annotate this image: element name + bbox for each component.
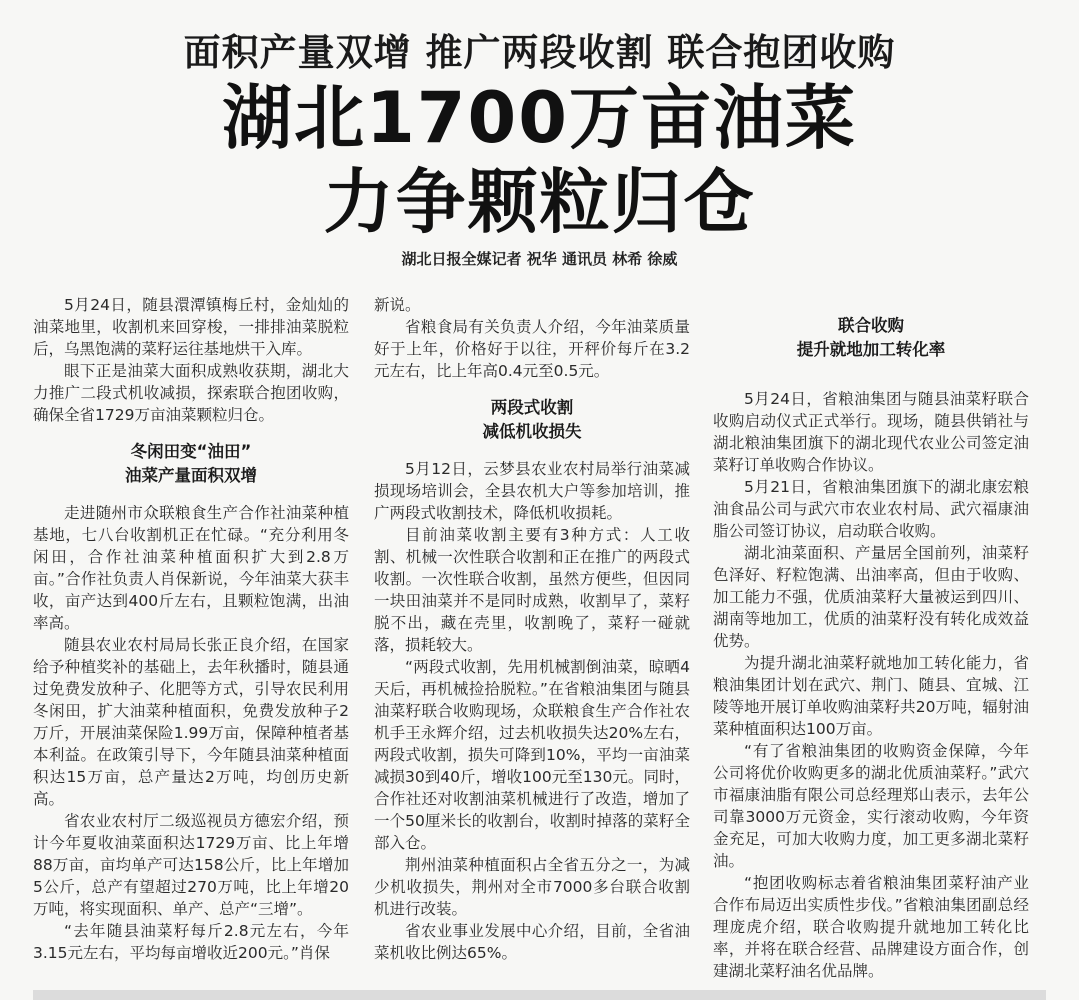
section-heading-2 (374, 396, 690, 444)
headline-line-1: 湖北1700万亩油菜 (222, 77, 857, 159)
section-heading-line: 油菜产量面积双增 (125, 466, 257, 485)
paragraph: 5月12日，云梦县农业农村局举行油菜减损现场培训会，全县农机大户等参加培训，推广两段式收割技术，降低机收损耗。 (374, 460, 690, 522)
section-heading-line: 减低机收损失 (482, 422, 582, 441)
paragraph: 省农业农村厅二级巡视员方德宏介绍，预计今年夏收油菜面积达1729万亩、比上年增88万亩，亩均单产可达158公斤，比上年增加5公斤，总产有望超过270万吨，比上年增20万吨，将实现面积、单产、总产“三增”。 (33, 812, 349, 918)
paragraph: “抱团收购标志着省粮油集团菜籽油产业合作布局迈出实质性步伐。”省粮油集团副总经理庞虎介绍，联合收购提升就地加工转化比率，并将在联合经营、品牌建设方面合作，创建湖北菜籽油名优品牌。 (713, 874, 1029, 980)
section-heading-3 (713, 314, 1029, 362)
paragraph: 5月21日，省粮油集团旗下的湖北康宏粮油食品公司与武穴市农业农村局、武穴福康油脂公司签订协议，启动联合收购。 (713, 478, 1029, 540)
byline: 湖北日报全媒记者 祝华 通讯员 林希 徐威 (401, 250, 678, 268)
kicker-subtitle: 面积产量双增 推广两段收割 联合抱团收购 (183, 31, 896, 74)
paragraph: 目前油菜收割主要有3种方式：人工收割、机械一次性联合收割和正在推广的两段式收割。一次性联合收割，虽然方便些，但因同一块田油菜并不是同时成熟，收割早了，菜籽脱不出，藏在壳里，收割晚了，菜籽一碰就落，损耗较大。 (374, 526, 690, 654)
paragraph: 眼下正是油菜大面积成熟收获期，湖北大力推广二段式机收减损，探索联合抱团收购，确保全省1729万亩油菜颗粒归仓。 (33, 362, 349, 424)
paragraph: “去年随县油菜籽每斤2.8元左右，今年3.15元左右，平均每亩增收近200元。”肖保 (33, 922, 349, 962)
section-heading-line: 冬闲田变“油田” (130, 442, 252, 461)
paragraph-continued: 新说。 (374, 296, 421, 314)
paragraph: 走进随州市众联粮食生产合作社油菜种植基地，七八台收割机正在忙碌。“充分利用冬闲田，合作社油菜种植面积扩大到2.8万亩。”合作社负责人肖保新说，今年油菜大获丰收，亩产达到400斤左右，且颗粒饱满，出油率高。 (33, 504, 349, 632)
column-1 (33, 294, 349, 964)
bottom-edge-strip (33, 990, 1046, 1000)
paragraph: 5月24日，省粮油集团与随县油菜籽联合收购启动仪式正式举行。现场，随县供销社与湖北粮油集团旗下的湖北现代农业公司签定油菜籽订单收购合作协议。 (713, 390, 1029, 474)
paragraph: 湖北油菜面积、产量居全国前列，油菜籽色泽好、籽粒饱满、出油率高，但由于收购、加工能力不强，优质油菜籽大量被运到四川、湖南等地加工，优质的油菜籽没有转化成效益优势。 (713, 544, 1029, 650)
paragraph: 省粮食局有关负责人介绍，今年油菜质量好于上年，价格好于以往，开秤价每斤在3.2元左右，比上年高0.4元至0.5元。 (374, 318, 690, 380)
paragraph: “两段式收割，先用机械割倒油菜，晾晒4天后，再机械捡拾脱粒。”在省粮油集团与随县油菜籽联合收购现场，众联粮食生产合作社农机手王永辉介绍，过去机收损失达20%左右，两段式收割，损失可降到10%，平均一亩油菜减损30到40斤，增收100元至130元。同时，合作社还对收割油菜机械进行了改造，增加了一个50厘米长的收割台，收割时掉落的菜籽全部入仓。 (374, 658, 690, 852)
headline-line-2: 力争颗粒归仓 (323, 161, 756, 243)
paragraph: 荆州油菜种植面积占全省五分之一，为减少机收损失，荆州对全市7000多台联合收割机进行改装。 (374, 856, 690, 918)
paragraph: “有了省粮油集团的收购资金保障，今年公司将优价收购更多的湖北优质油菜籽。”武穴市福康油脂有限公司总经理郑山表示，去年公司靠3000万元资金，实行滚动收购，今年资金充足，可加大收购力度，加工更多湖北菜籽油。 (713, 742, 1029, 870)
paragraph: 随县农业农村局局长张正良介绍，在国家给予种植奖补的基础上，去年秋播时，随县通过免费发放种子、化肥等方式，引导农民利用冬闲田，扩大油菜种植面积，免费发放种子2万斤，开展油菜保险1.99万亩，保障种植者基本利益。在政策引导下，今年随县油菜种植面积达15万亩，总产量达2万吨，均创历史新高。 (33, 636, 349, 808)
column-2 (374, 294, 690, 964)
section-heading-line: 两段式收割 (490, 398, 574, 417)
column-3 (713, 294, 1029, 982)
paragraph: 5月24日，随县澴潭镇梅丘村，金灿灿的油菜地里，收割机来回穿梭，一排排油菜脱粒后，乌黑饱满的菜籽运往基地烘干入库。 (33, 296, 349, 358)
headline (0, 76, 1079, 244)
section-heading-1 (33, 440, 349, 488)
section-heading-line: 提升就地加工转化率 (796, 340, 946, 359)
paragraph: 为提升湖北油菜籽就地加工转化能力，省粮油集团计划在武穴、荆门、随县、宜城、江陵等地开展订单收购油菜籽共20万吨，辐射油菜种植面积达100万亩。 (713, 654, 1029, 738)
section-heading-line: 联合收购 (838, 316, 904, 335)
paragraph: 省农业事业发展中心介绍，目前，全省油菜机收比例达65%。 (374, 922, 690, 962)
